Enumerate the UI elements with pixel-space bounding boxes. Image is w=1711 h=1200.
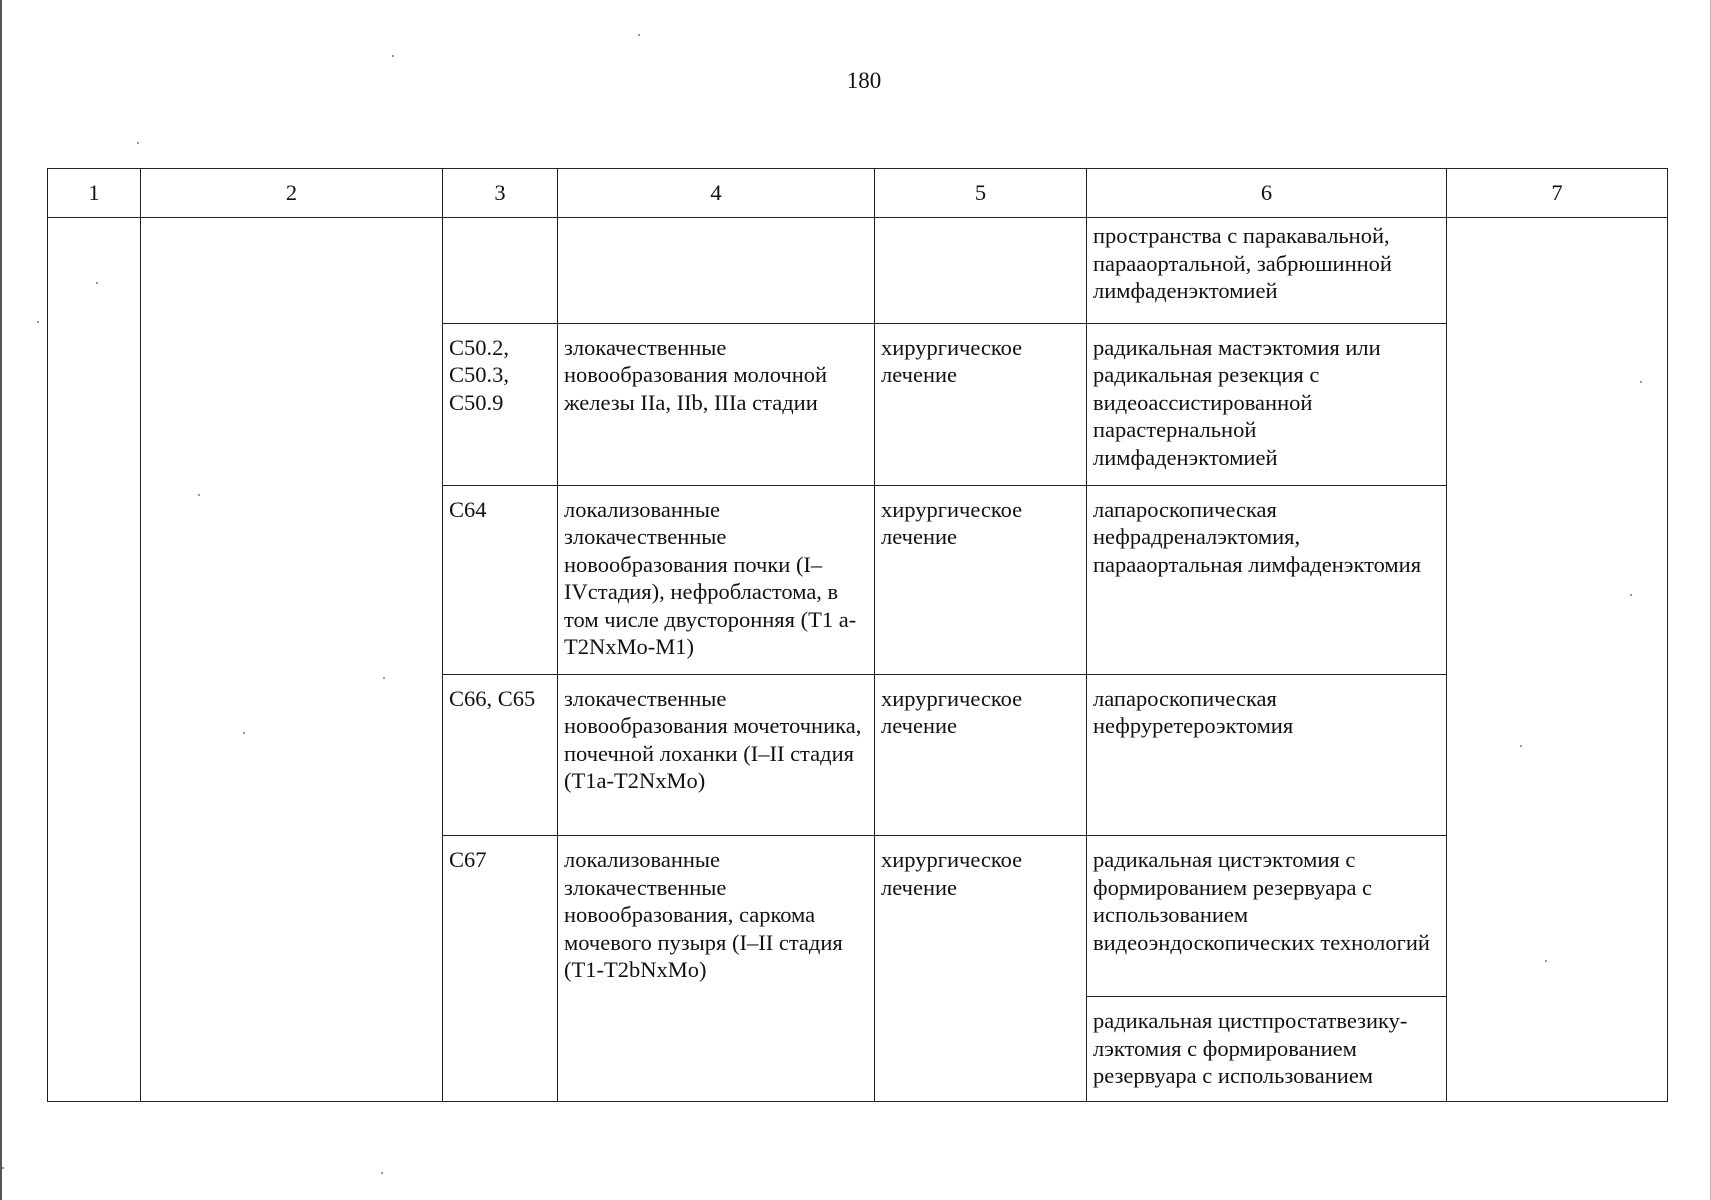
procedures-table (47, 168, 1668, 1102)
scan-speck (383, 677, 385, 679)
scan-speck (1640, 381, 1642, 383)
header-col-7: 7 (1447, 169, 1668, 218)
scan-speck (137, 142, 139, 144)
method-cell: лапароскопическая нефрадреналэктомия, парааортальная лимфаденэктомия (1087, 485, 1447, 674)
header-col-1: 1 (48, 169, 141, 218)
col-7-cell (1447, 218, 1668, 1102)
treatment-cell (875, 218, 1087, 324)
scan-speck (2, 1167, 4, 1169)
scan-speck (37, 321, 39, 323)
header-col-4: 4 (558, 169, 875, 218)
scan-speck (96, 282, 98, 284)
col-1-cell (48, 218, 141, 1102)
page-number: 180 (846, 68, 882, 93)
scan-speck (1630, 594, 1632, 596)
treatment-cell: хирургическое лечение (875, 323, 1087, 485)
diagnosis-cell (558, 218, 875, 324)
treatment-cell: хирургическое лечение (875, 836, 1087, 1102)
method-cell: радикальная цистпростатвезику-лэктомия с формированием резервуара с использованием (1087, 997, 1447, 1102)
method-cell: радикальная цистэктомия с формированием резервуара с использованием видеоэндоскопических технологий (1087, 836, 1447, 997)
scan-speck (1545, 960, 1547, 962)
code-cell: C50.2, C50.3, C50.9 (443, 323, 558, 485)
scan-speck (381, 1172, 383, 1174)
table-row (48, 218, 1668, 324)
code-cell: C66, C65 (443, 674, 558, 836)
method-cell: радикальная мастэктомия или радикальная резекция с видеоассистированной парастернальной лимфаденэктомией (1087, 323, 1447, 485)
header-col-3: 3 (443, 169, 558, 218)
treatment-cell: хирургическое лечение (875, 674, 1087, 836)
diagnosis-cell: локализованные злокачественные новообразования, саркома мочевого пузыря (I–II стадия (T1-T2bNxMo) (558, 836, 875, 1102)
diagnosis-cell: локализованные злокачественные новообразования почки (I–IVстадия), нефробластома, в том числе двусторонняя (T1 a-T2NxMo-M1) (558, 485, 875, 674)
scan-speck (1520, 745, 1522, 747)
scan-speck (638, 34, 640, 36)
scan-speck (392, 55, 394, 57)
scan-left-edge (0, 0, 2, 1200)
header-col-6: 6 (1087, 169, 1447, 218)
method-cell: пространства с паракавальной, парааортальной, забрюшинной лимфаденэктомией (1087, 218, 1447, 324)
scan-speck (198, 494, 200, 496)
code-cell (443, 218, 558, 324)
diagnosis-cell: злокачественные новообразования молочной железы IIa, IIb, IIIa стадии (558, 323, 875, 485)
col-2-cell (141, 218, 443, 1102)
treatment-cell: хирургическое лечение (875, 485, 1087, 674)
code-cell: C67 (443, 836, 558, 1102)
diagnosis-cell: злокачественные новообразования мочеточника, почечной лоханки (I–II стадия (T1a-T2NxMo) (558, 674, 875, 836)
header-row (48, 169, 1668, 218)
code-cell: C64 (443, 485, 558, 674)
method-cell: лапароскопическая нефруретероэктомия (1087, 674, 1447, 836)
header-col-2: 2 (141, 169, 443, 218)
header-col-5: 5 (875, 169, 1087, 218)
scan-speck (243, 732, 245, 734)
